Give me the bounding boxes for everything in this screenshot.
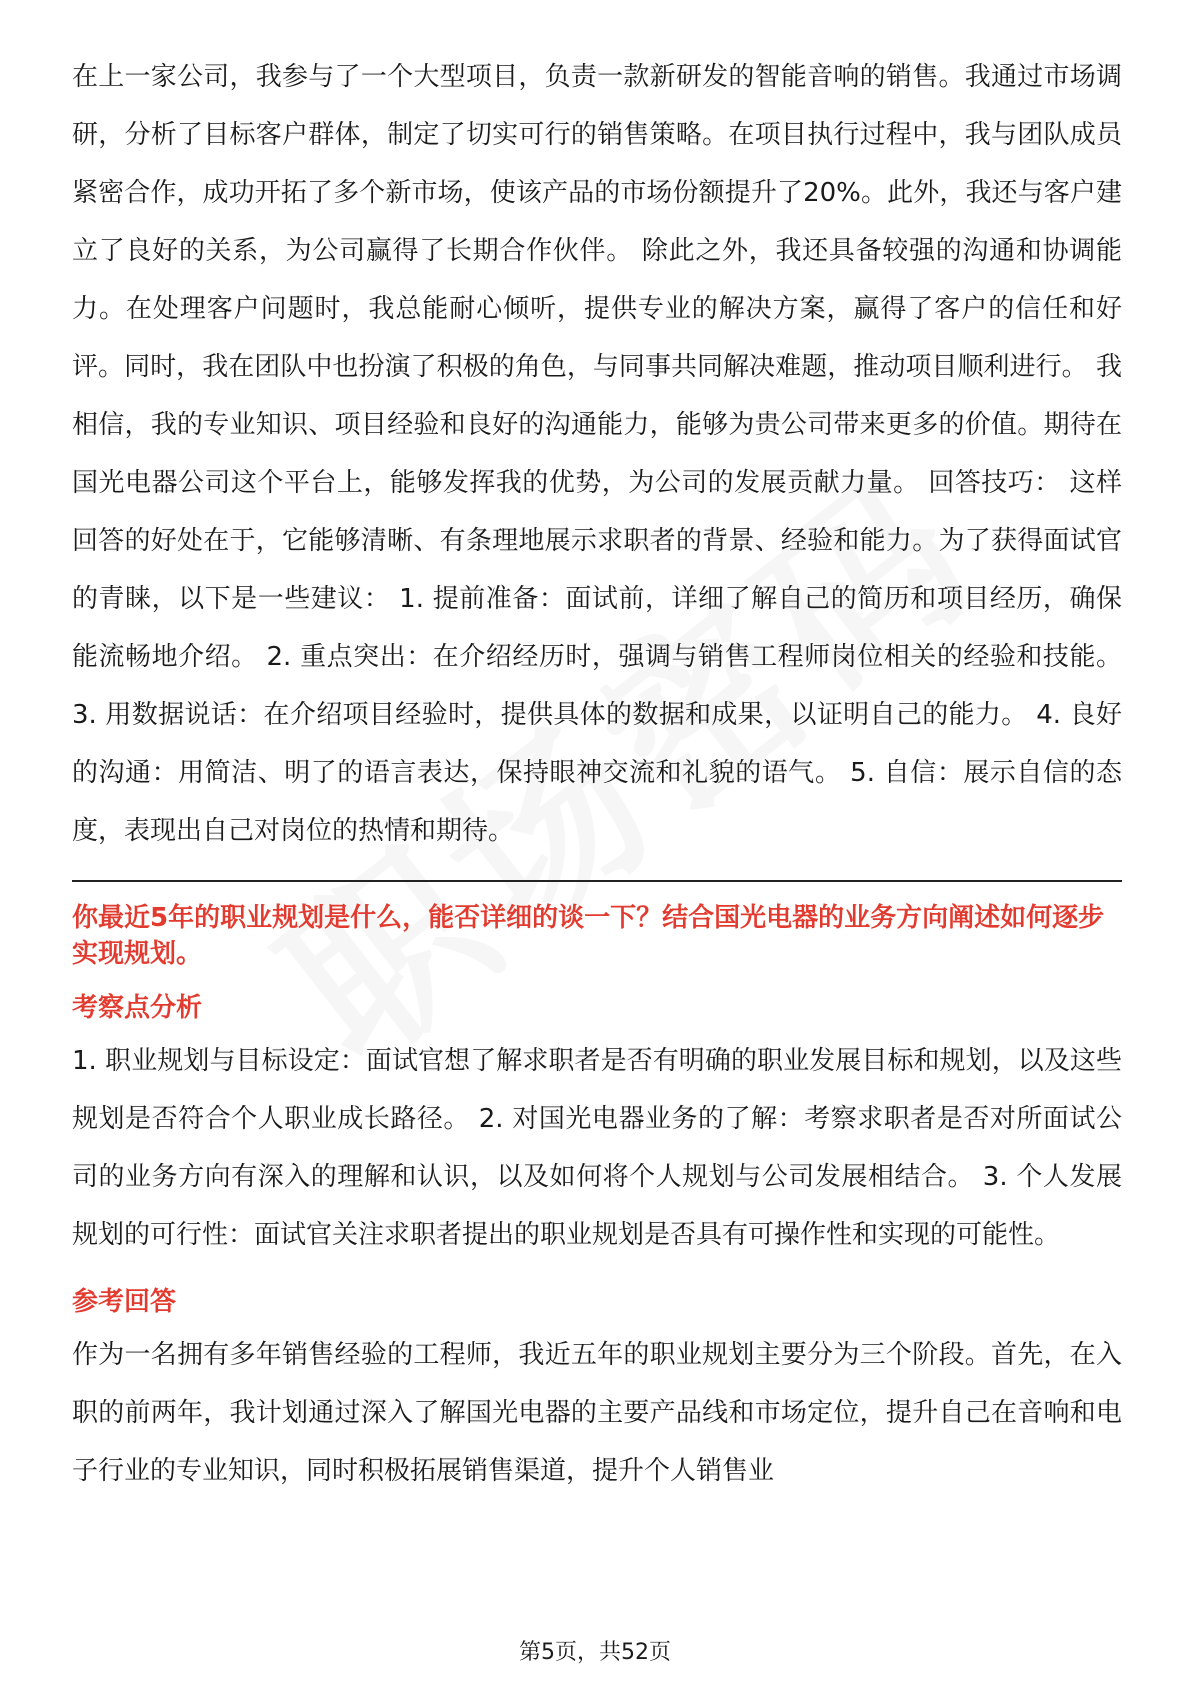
section-divider — [72, 880, 1122, 882]
question-title: 你最近5年的职业规划是什么，能否详细的谈一下？结合国光电器的业务方向阐述如何逐步实现规划。 — [72, 903, 1105, 969]
answer-paragraph: 作为一名拥有多年销售经验的工程师，我近五年的职业规划主要分为三个阶段。首先，在入职的前两年，我计划通过深入了解国光电器的主要产品线和市场定位，提升自己在音响和电子行业的专业知识，同时积极拓展销售渠道，提升个人销售业 — [72, 1340, 1122, 1486]
analysis-heading: 考察点分析 — [72, 993, 203, 1023]
intro-paragraph: 在上一家公司，我参与了一个大型项目，负责一款新研发的智能音响的销售。我通过市场调研，分析了目标客户群体，制定了切实可行的销售策略。在项目执行过程中，我与团队成员紧密合作，成功开拓了多个新市场，使该产品的市场份额提升了20%。此外，我还与客户建立了良好的关系，为公司赢得了长期合作伙伴。 除此之外，我还具备较强的沟通和协调能力。在处理客户问题时，我总能耐心倾听，提供专业的解决方案，赢得了客户的信任和好评。同时，我在团队中也扮演了积极的角色，与同事共同解决难题，推动项目顺利进行。 我相信，我的专业知识、项目经验和良好的沟通能力，能够为贵公司带来更多的价值。期待在国光电器公司这个平台上，能够发挥我的优势，为公司的发展贡献力量。 回答技巧： 这样回答的好处在于，它能够清晰、有条理地展示求职者的背景、经验和能力。为了获得面试官的青睐，以下是一些建议： 1. 提前准备：面试前，详细了解自己的简历和项目经历，确保能流畅地介绍。 2. 重点突出：在介绍经历时，强调与销售工程师岗位相关的经验和技能。 3. 用数据说话：在介绍项目经验时，提供具体的数据和成果，以证明自己的能力。 4. 良好的沟通：用简洁、明了的语言表达，保持眼神交流和礼貌的语气。 5. 自信：展示自信的态度，表现出自己对岗位的热情和期待。 — [72, 62, 1122, 846]
document-content — [72, 48, 1122, 1500]
analysis-paragraph: 1. 职业规划与目标设定：面试官想了解求职者是否有明确的职业发展目标和规划，以及这些规划是否符合个人职业成长路径。 2. 对国光电器业务的了解：考察求职者是否对所面试公司的业务方向有深入的理解和认识，以及如何将个人规划与公司发展相结合。 3. 个人发展规划的可行性：面试官关注求职者提出的职业规划是否具有可操作性和实现的可能性。 — [72, 1046, 1122, 1250]
answer-heading: 参考回答 — [72, 1287, 177, 1317]
page-number: 第5页，共52页 — [519, 1640, 671, 1665]
